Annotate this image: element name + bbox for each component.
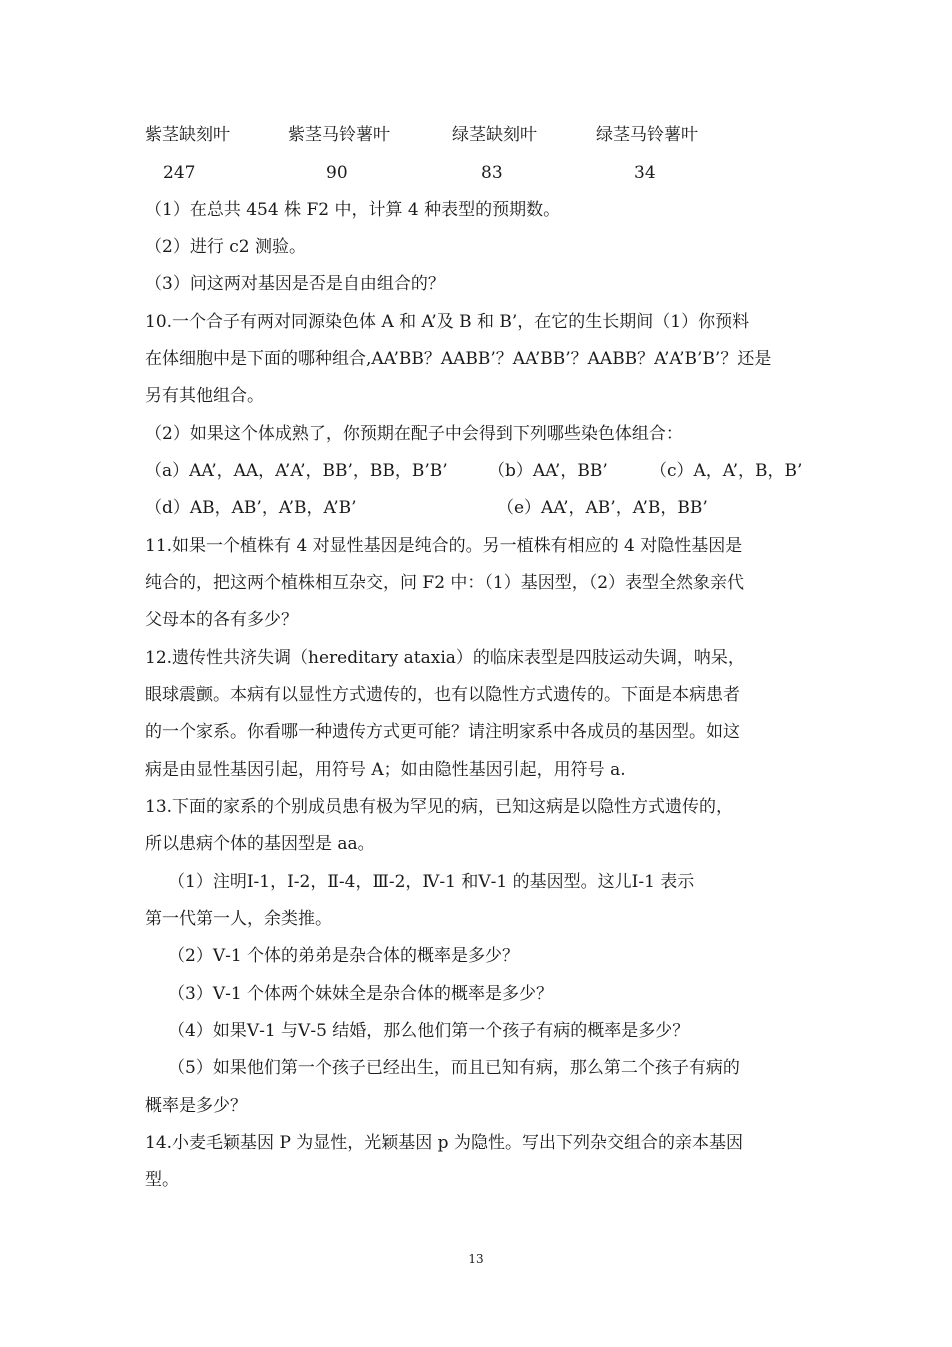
text-line: 病是由显性基因引起，用符号 A；如由隐性基因引起，用符号 a. xyxy=(145,760,626,780)
text-line: （2）如果这个体成熟了，你预期在配子中会得到下列哪些染色体组合： xyxy=(145,424,683,444)
option-b: （b）AA’，BB’ xyxy=(488,461,608,481)
table-header: 绿茎缺刻叶 xyxy=(452,125,537,145)
option-a: （a）AA’，AA，A’A’，BB’，BB，B’B’ xyxy=(145,461,448,481)
table-value: 90 xyxy=(326,163,348,183)
text-line: （4）如果Ⅴ-1 与Ⅴ-5 结婚，那么他们第一个孩子有病的概率是多少？ xyxy=(168,1021,690,1041)
text-line: （2）Ⅴ-1 个体的弟弟是杂合体的概率是多少？ xyxy=(168,946,520,966)
question-13: 13.下面的家系的个别成员患有极为罕见的病，已知这病是以隐性方式遗传的， xyxy=(145,797,734,817)
table-header: 紫茎缺刻叶 xyxy=(145,125,230,145)
text-line: （3）问这两对基因是否是自由组合的？ xyxy=(145,274,445,294)
text-line: （5）如果他们第一个孩子已经出生，而且已知有病，那么第二个孩子有病的 xyxy=(168,1058,740,1078)
question-10: 10.一个合子有两对同源染色体 A 和 A’及 B 和 B’，在它的生长期间（1）你预料 xyxy=(145,312,750,332)
text-line: 的一个家系。你看哪一种遗传方式更可能？请注明家系中各成员的基因型。如这 xyxy=(145,722,740,742)
question-12: 12.遗传性共济失调（hereditary ataxia）的临床表型是四肢运动失调，呐呆， xyxy=(145,648,745,668)
text-line: 眼球震颤。本病有以显性方式遗传的，也有以隐性方式遗传的。下面是本病患者 xyxy=(145,685,740,705)
option-e: （e）AA’，AB’，A’B，BB’ xyxy=(497,498,708,518)
table-value: 34 xyxy=(634,163,656,183)
text-line: 所以患病个体的基因型是 aa。 xyxy=(145,834,375,854)
text-line: （1）在总共 454 株 F2 中，计算 4 种表型的预期数。 xyxy=(145,200,561,220)
text-line: （1）注明Ⅰ-1，Ⅰ-2，Ⅱ-4，Ⅲ-2，Ⅳ-1 和Ⅴ-1 的基因型。这儿Ⅰ-1 表示 xyxy=(168,872,695,892)
text-line: 概率是多少？ xyxy=(145,1096,247,1116)
option-d: （d）AB，AB’，A’B，A’B’ xyxy=(145,498,357,518)
page-number: 13 xyxy=(468,1252,484,1266)
text-line: 第一代第一人，余类推。 xyxy=(145,909,332,929)
text-line: 另有其他组合。 xyxy=(145,386,264,406)
table-header: 紫茎马铃薯叶 xyxy=(288,125,390,145)
text-line: 父母本的各有多少？ xyxy=(145,610,298,630)
text-line: （3）Ⅴ-1 个体两个妹妹全是杂合体的概率是多少？ xyxy=(168,984,554,1004)
table-value: 247 xyxy=(163,163,196,183)
table-header: 绿茎马铃薯叶 xyxy=(596,125,698,145)
question-11: 11.如果一个植株有 4 对显性基因是纯合的。另一植株有相应的 4 对隐性基因是 xyxy=(145,536,743,556)
table-value: 83 xyxy=(481,163,503,183)
text-line: 在体细胞中是下面的哪种组合,AA’BB？AABB’？AA’BB’？AABB？A’A’B’B’？还是 xyxy=(145,349,772,369)
question-14: 14.小麦毛颖基因 P 为显性，光颖基因 p 为隐性。写出下列杂交组合的亲本基因 xyxy=(145,1133,743,1153)
text-line: 型。 xyxy=(145,1170,179,1190)
option-c: （c）A，A’，B，B’ xyxy=(650,461,803,481)
text-line: （2）进行 c2 测验。 xyxy=(145,237,306,257)
text-line: 纯合的，把这两个植株相互杂交，问 F2 中：（1）基因型，（2）表型全然象亲代 xyxy=(145,573,745,593)
